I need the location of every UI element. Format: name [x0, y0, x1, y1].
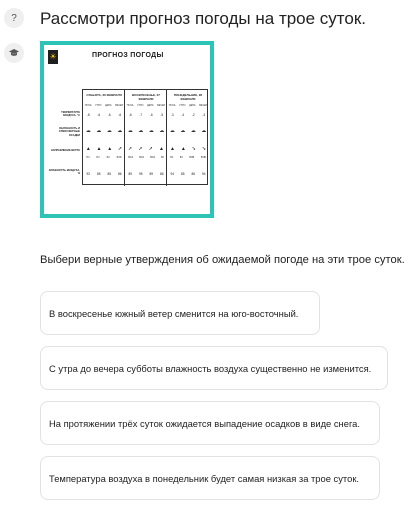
sun-logo-icon: ☀	[48, 50, 58, 64]
time-label: УТРО	[137, 104, 144, 107]
temperature-row	[83, 113, 125, 117]
wind-direction: ЮЗ	[128, 155, 133, 159]
wind-arrow-icon: ▲	[96, 146, 102, 152]
temperature-value: -6	[107, 113, 111, 117]
wind-arrow-icon: ➚	[138, 146, 143, 152]
wind-direction-row	[125, 155, 167, 159]
answer-option-4[interactable]: Температура воздуха в понедельник будет самая низкая за трое суток.	[40, 456, 380, 500]
humidity-value: 86	[117, 172, 122, 176]
answer-option-2[interactable]: С утра до вечера субботы влажность воздуха существенно не изменится.	[40, 346, 388, 390]
humidity-value: 92	[86, 172, 91, 176]
wind-arrow-icon: ▲	[180, 146, 186, 152]
temperature-value: -3	[202, 113, 206, 117]
wind-direction: Ю	[179, 155, 183, 159]
temperature-value: -5	[160, 113, 164, 117]
humidity-value: 95	[138, 172, 143, 176]
temperature-row	[167, 113, 209, 117]
time-label: НОЧЬ	[126, 104, 134, 107]
wind-direction: ЮВ	[189, 155, 195, 159]
wind-arrow-icon: ➚	[148, 146, 153, 152]
wind-arrow-icon: ▲	[107, 146, 113, 152]
forecast-image	[40, 41, 214, 218]
wind-arrows	[167, 147, 209, 152]
day-column	[83, 90, 125, 186]
humidity-label: ВЛАЖНОСТЬ ВОЗДУХА, %	[49, 169, 80, 176]
humidity-value: 86	[159, 172, 164, 176]
wind-label: НАПРАВЛЕНИЕ ВЕТРА	[50, 149, 80, 152]
cloud-snow-icons	[167, 128, 209, 134]
cloud-snow-icon: ☁	[85, 128, 91, 134]
cloud-snow-icons	[125, 128, 167, 134]
humidity-value: 89	[128, 172, 133, 176]
wind-arrow-icon: ➚	[117, 146, 123, 152]
cloud-snow-icon: ☁	[190, 128, 196, 134]
forecast-grid	[82, 89, 208, 185]
humidity-value: 86	[191, 172, 196, 176]
humidity-value: 85	[107, 172, 112, 176]
forecast-table	[48, 89, 208, 185]
wind-direction: ЮЗ	[139, 155, 144, 159]
time-label: ВЕЧЕР	[199, 104, 208, 107]
cloud-snow-icon: ☁	[159, 128, 165, 134]
wind-direction: Ю	[170, 155, 174, 159]
forecast-title: ПРОГНОЗ ПОГОДЫ	[92, 52, 164, 59]
temperature-value: -6	[97, 113, 101, 117]
question-number-badge: ?	[4, 8, 24, 28]
cloud-snow-icon: ☁	[138, 128, 144, 134]
time-label: НОЧЬ	[84, 104, 92, 107]
wind-direction-row	[167, 155, 209, 159]
humidity-value: 94	[201, 172, 206, 176]
humidity-value: 85	[180, 172, 185, 176]
humidity-row	[83, 172, 125, 176]
humidity-value: 89	[149, 172, 154, 176]
humidity-row	[167, 172, 209, 176]
time-label: УТРО	[179, 104, 186, 107]
humidity-value: 85	[96, 172, 101, 176]
question-title: Рассмотри прогноз погоды на трое суток.	[40, 9, 367, 28]
wind-arrows	[83, 147, 125, 152]
temperature-value: -6	[128, 113, 132, 117]
temperature-label: ТЕМПЕРАТУРА ВОЗДУХА, °С	[61, 111, 80, 118]
cloud-snow-icon: ☁	[148, 128, 154, 134]
wind-arrow-icon: ➘	[201, 146, 207, 152]
wind-arrow-icon: ➚	[128, 146, 133, 152]
cloud-snow-icons	[83, 128, 125, 134]
cloud-snow-icon: ☁	[169, 128, 175, 134]
time-label: ДЕНЬ	[147, 104, 154, 107]
wind-arrow-icon: ➘	[191, 146, 196, 152]
wind-arrow-icon: ▲	[158, 146, 164, 152]
cloud-snow-icon: ☁	[201, 128, 207, 134]
temperature-value: -4	[181, 113, 185, 117]
instruction-text: Выбери верные утверждения об ожидаемой погоде на эти трое суток.	[40, 254, 405, 266]
temperature-value: -6	[118, 113, 122, 117]
wind-direction: Ю	[86, 155, 90, 159]
humidity-row	[125, 172, 167, 176]
temperature-row	[125, 113, 167, 117]
clouds-label: ОБЛАЧНОСТЬ И АТМОСФЕРНЫЕ ОСАДКИ	[58, 127, 80, 137]
wind-arrow-icon: ▲	[85, 146, 91, 152]
cloud-snow-icon: ☁	[117, 128, 123, 134]
cloud-snow-icon: ☁	[96, 128, 102, 134]
wind-direction: ЮЗ	[116, 155, 122, 159]
temperature-value: -6	[149, 113, 153, 117]
time-label: ДЕНЬ	[105, 104, 112, 107]
wind-direction: ЮВ	[200, 155, 206, 159]
temperature-value: -7	[139, 113, 143, 117]
wind-direction: Ю	[160, 155, 164, 159]
wind-direction: Ю	[106, 155, 110, 159]
wind-direction: Ю	[96, 155, 100, 159]
wind-arrows	[125, 147, 167, 152]
day-name: ПОНЕДЕЛЬНИК, 28 ФЕВРАЛЯ	[173, 93, 203, 101]
time-label: ДЕНЬ	[189, 104, 196, 107]
time-labels	[83, 104, 125, 107]
graduation-cap-icon	[4, 43, 24, 63]
time-label: ВЕЧЕР	[115, 104, 124, 107]
day-column	[125, 90, 167, 186]
wind-arrow-icon: ▲	[169, 146, 175, 152]
answer-option-3[interactable]: На протяжении трёх суток ожидается выпадение осадков в виде снега.	[40, 401, 380, 445]
temperature-value: -3	[170, 113, 174, 117]
day-name: СУББОТА, 26 ФЕВРАЛЯ	[86, 93, 122, 97]
humidity-value: 94	[170, 172, 175, 176]
cloud-snow-icon: ☁	[106, 128, 112, 134]
answer-option-1[interactable]: В воскресенье южный ветер сменится на юго-восточный.	[40, 291, 320, 335]
time-labels	[125, 104, 167, 107]
wind-direction-row	[83, 155, 125, 159]
time-label: УТРО	[95, 104, 102, 107]
cloud-snow-icon: ☁	[127, 128, 133, 134]
cloud-snow-icon: ☁	[180, 128, 186, 134]
day-column	[167, 90, 209, 186]
time-label: НОЧЬ	[168, 104, 176, 107]
time-label: ВЕЧЕР	[157, 104, 166, 107]
wind-direction: ЮЗ	[149, 155, 155, 159]
day-name: ВОСКРЕСЕНЬЕ, 27 ФЕВРАЛЯ	[132, 93, 160, 101]
temperature-value: -8	[86, 113, 90, 117]
temperature-value: -2	[191, 113, 195, 117]
time-labels	[167, 104, 209, 107]
